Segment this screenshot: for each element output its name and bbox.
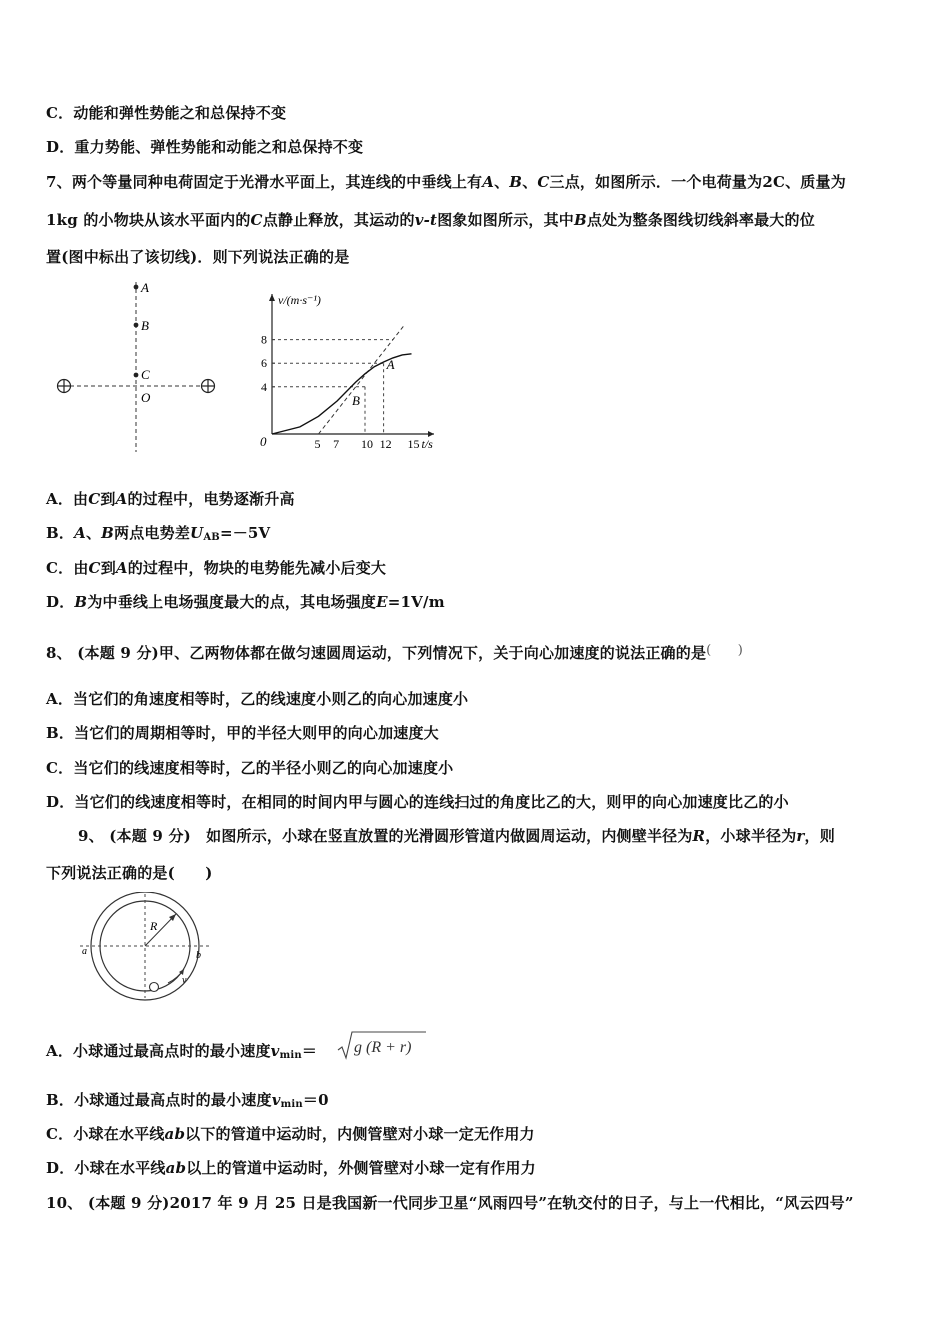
point-c-dot: [134, 373, 139, 378]
vt-guides: [272, 340, 393, 434]
q7-option-c: C．由C到A的过程中，物块的电势能先减小后变大: [46, 559, 387, 577]
q7-stem-line2: 1kg 的小物块从该水平面内的C点静止释放，其运动的v-t图象如图所示，其中B点处为整条图线切线斜率最大的位: [46, 211, 815, 229]
ball: [150, 983, 159, 992]
q7-option-b: B．A、B两点电势差$U_{AB}=-5V$: [46, 524, 271, 543]
q7-option-d: D．B为中垂线上电场强度最大的点，其电场强度E=1V/m: [46, 593, 445, 611]
label-b: b: [196, 950, 201, 961]
point-a-label: A: [386, 357, 395, 373]
x-tick-10: 10: [361, 437, 373, 451]
x-tick-15: 15: [407, 437, 420, 451]
q9-stem-line2: 下列说法正确的是( ): [46, 864, 213, 882]
y-tick-4: 4: [261, 379, 267, 394]
x-axis-label: t/s: [421, 437, 433, 451]
label-b: B: [141, 318, 149, 333]
point-b-label: B: [352, 392, 360, 408]
q6-option-d: D．重力势能、弹性势能和动能之和总保持不变: [46, 138, 364, 156]
charge-right: [202, 380, 215, 393]
label-o: O: [141, 390, 151, 405]
q7-stem-line3: 置(图中标出了该切线)．则下列说法正确的是: [46, 248, 350, 266]
q9-option-a: A．小球通过最高点时的最小速度$v_{min}=$: [46, 1042, 318, 1061]
point-a-dot: [134, 285, 139, 290]
charge-left: [58, 380, 71, 393]
q8-option-d: D．当它们的线速度相等时，在相同的时间内甲与圆心的连线扫过的角度比乙的大，则甲的向心加速度比乙的小: [46, 793, 789, 811]
y-tick-6: 6: [261, 356, 267, 371]
radius-label: R: [150, 919, 158, 933]
q7-stem-line1: 7、两个等量同种电荷固定于光滑水平面上，其连线的中垂线上有A、B、C三点，如图所示．一个电荷量为2C、质量为: [46, 173, 846, 191]
q9-option-b: B．小球通过最高点时的最小速度$v_{min}=0$: [46, 1091, 329, 1110]
q9-stem-line1: 9、 (本题 9 分) 如图所示，小球在竖直放置的光滑圆形管道内做圆周运动，内侧壁半径为R，小球半径为r，则: [78, 827, 835, 845]
q8-option-a: A．当它们的角速度相等时，乙的线速度小则乙的向心加速度小: [46, 690, 469, 708]
x-tick-5: 5: [314, 437, 321, 451]
label-a: a: [82, 946, 87, 957]
q7-option-a: A．由C到A的过程中，电势逐渐升高: [46, 490, 295, 508]
q6-option-c: C．动能和弹性势能之和总保持不变: [46, 104, 287, 122]
vt-chart: [252, 284, 442, 456]
q9-tube-figure: [78, 892, 213, 1004]
q7-charge-figure: [52, 278, 222, 458]
q8-option-c: C．当它们的线速度相等时，乙的半径小则乙的向心加速度小: [46, 759, 454, 777]
velocity-label: v: [182, 975, 187, 986]
sqrt-formula: [336, 1030, 428, 1062]
q8-option-b: B．当它们的周期相等时，甲的半径大则甲的向心加速度大: [46, 724, 439, 742]
sqrt-content: g (R + r): [354, 1039, 412, 1056]
q9-option-c: C．小球在水平线ab以下的管道中运动时，内侧管壁对小球一定无作用力: [46, 1125, 535, 1143]
q8-answer-paren: ( ): [706, 643, 744, 658]
q10-stem: 10、 (本题 9 分)2017 年 9 月 25 日是我国新一代同步卫星“风雨四号”在轨交付的日子，与上一代相比，“风云四号”: [46, 1194, 854, 1212]
y-axis-label: v/(m·s⁻¹): [278, 293, 321, 307]
label-a: A: [141, 280, 149, 295]
x-tick-7: 7: [333, 437, 340, 451]
y-axis-arrow: [269, 294, 275, 301]
x-tick-12: 12: [379, 437, 392, 451]
point-b-dot: [134, 323, 139, 328]
q8-stem: 8、 (本题 9 分)甲、乙两物体都在做匀速圆周运动，下列情况下，关于向心加速度的说法正确的是( ): [46, 643, 744, 662]
y-tick-8: 8: [261, 332, 267, 347]
origin-label: 0: [260, 434, 267, 449]
tangent-line: [319, 325, 405, 434]
vt-ticks: [261, 333, 420, 451]
q9-option-d: D．小球在水平线ab以上的管道中运动时，外侧管壁对小球一定有作用力: [46, 1159, 536, 1177]
label-c: C: [141, 367, 150, 382]
